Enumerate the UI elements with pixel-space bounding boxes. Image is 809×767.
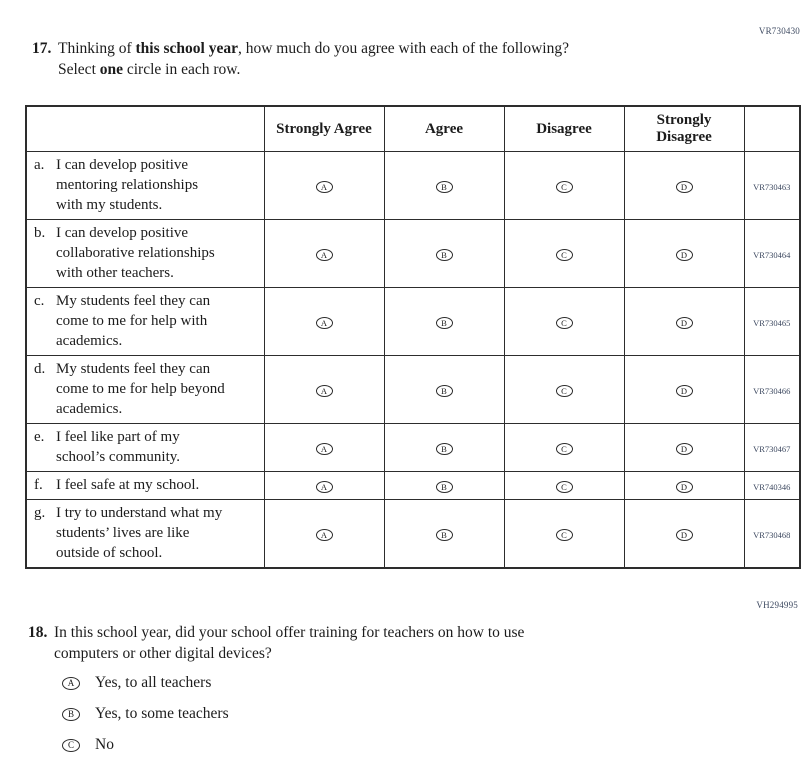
question18-line2: computers or other digital devices? (54, 645, 272, 662)
answer-bubble-d[interactable]: D (676, 529, 693, 541)
option-yes-some-teachers[interactable] (62, 705, 229, 723)
answer-bubble-c[interactable]: C (556, 181, 573, 193)
answer-bubble-b[interactable]: B (436, 443, 453, 455)
statement-text: I try to understand what my students’ lives are like outside of school. (56, 505, 223, 561)
answer-bubble-b[interactable]: B (436, 481, 453, 493)
option-label: No (95, 736, 114, 753)
table-row-g (26, 500, 800, 569)
question18-number: 18. (28, 624, 48, 641)
option-no[interactable] (62, 736, 229, 754)
row-letter: b. (34, 225, 46, 241)
question18-text (54, 622, 524, 664)
question17-line2-post: circle in each row. (123, 61, 241, 78)
row-accession-code: VR730464 (753, 249, 791, 260)
question17-accession-code: VR730430 (758, 26, 800, 36)
answer-bubble-c[interactable]: C (556, 481, 573, 493)
question18-line1: In this school year, did your school offer training for teachers on how to use (54, 624, 525, 641)
question17-line1-pre: Thinking of (58, 40, 136, 57)
answer-bubble-b[interactable]: B (436, 385, 453, 397)
answer-bubble-d[interactable]: D (676, 317, 693, 329)
answer-bubble-a[interactable]: A (316, 249, 333, 261)
answer-bubble-a[interactable]: A (316, 385, 333, 397)
question-18 (28, 622, 668, 664)
table-header-row (26, 106, 800, 152)
col-header-strongly-disagree-line1: Strongly (656, 112, 712, 128)
question17-number: 17. (32, 40, 52, 57)
agreement-matrix-table (25, 105, 801, 569)
question17-line1-post: , how much do you agree with each of the following? (237, 40, 569, 57)
option-yes-all-teachers[interactable] (62, 674, 229, 692)
statement-text: My students feel they can come to me for help beyond academics. (56, 361, 225, 417)
answer-bubble-a[interactable]: A (316, 529, 333, 541)
answer-bubble-a[interactable]: A (316, 317, 333, 329)
option-bubble-a[interactable]: A (62, 677, 80, 690)
answer-bubble-a[interactable]: A (316, 181, 333, 193)
col-header-strongly-disagree (624, 106, 744, 152)
answer-bubble-b[interactable]: B (436, 181, 453, 193)
statement-text: I feel safe at my school. (56, 477, 200, 493)
row-letter: f. (34, 477, 43, 493)
statement-text: I feel like part of my school’s community. (56, 429, 181, 465)
option-bubble-b[interactable]: B (62, 708, 80, 721)
row-accession-code: VR730466 (753, 385, 791, 396)
question17-line2-bold: one (99, 61, 123, 78)
row-letter: d. (34, 361, 46, 377)
row-letter: g. (34, 505, 46, 521)
table-row-e (26, 424, 800, 472)
answer-bubble-d[interactable]: D (676, 443, 693, 455)
question17-line1 (58, 38, 569, 59)
row-accession-code: VR730468 (753, 529, 791, 540)
question17-line2-pre: Select (58, 61, 100, 78)
answer-bubble-c[interactable]: C (556, 443, 573, 455)
table-row-a (26, 152, 800, 220)
question17-text (58, 38, 569, 80)
answer-bubble-b[interactable]: B (436, 249, 453, 261)
option-label: Yes, to some teachers (95, 705, 229, 722)
col-header-agree: Agree (384, 106, 504, 152)
question-17 (32, 38, 752, 80)
question18-options (62, 674, 229, 767)
answer-bubble-b[interactable]: B (436, 529, 453, 541)
answer-bubble-d[interactable]: D (676, 385, 693, 397)
question17-line2 (58, 59, 569, 80)
answer-bubble-a[interactable]: A (316, 481, 333, 493)
option-label: Yes, to all teachers (95, 674, 212, 691)
code-header-cell (744, 106, 800, 152)
answer-bubble-c[interactable]: C (556, 317, 573, 329)
answer-bubble-b[interactable]: B (436, 317, 453, 329)
question17-line1-bold: this school year (135, 40, 238, 57)
row-letter: c. (34, 293, 45, 309)
answer-bubble-d[interactable]: D (676, 249, 693, 261)
table-row-f (26, 472, 800, 500)
col-header-disagree: Disagree (504, 106, 624, 152)
col-header-strongly-disagree-line2: Disagree (656, 129, 712, 145)
row-accession-code: VR730465 (753, 317, 791, 328)
row-accession-code: VR730467 (753, 443, 791, 454)
row-accession-code: VR730463 (753, 181, 791, 192)
table-row-b (26, 220, 800, 288)
answer-bubble-c[interactable]: C (556, 249, 573, 261)
statement-text: My students feel they can come to me for help with academics. (56, 293, 211, 349)
answer-bubble-c[interactable]: C (556, 385, 573, 397)
answer-bubble-c[interactable]: C (556, 529, 573, 541)
table-row-c (26, 288, 800, 356)
statement-header-cell (26, 106, 264, 152)
answer-bubble-d[interactable]: D (676, 481, 693, 493)
col-header-strongly-agree: Strongly Agree (264, 106, 384, 152)
question18-accession-code: VH294995 (756, 600, 798, 610)
table-row-d (26, 356, 800, 424)
option-bubble-c[interactable]: C (62, 739, 80, 752)
statement-text: I can develop positive collaborative relationships with other teachers. (56, 225, 215, 281)
row-letter: a. (34, 157, 45, 173)
answer-bubble-d[interactable]: D (676, 181, 693, 193)
answer-bubble-a[interactable]: A (316, 443, 333, 455)
row-accession-code: VR740346 (753, 481, 791, 492)
row-letter: e. (34, 429, 45, 445)
statement-text: I can develop positive mentoring relationships with my students. (56, 157, 199, 213)
